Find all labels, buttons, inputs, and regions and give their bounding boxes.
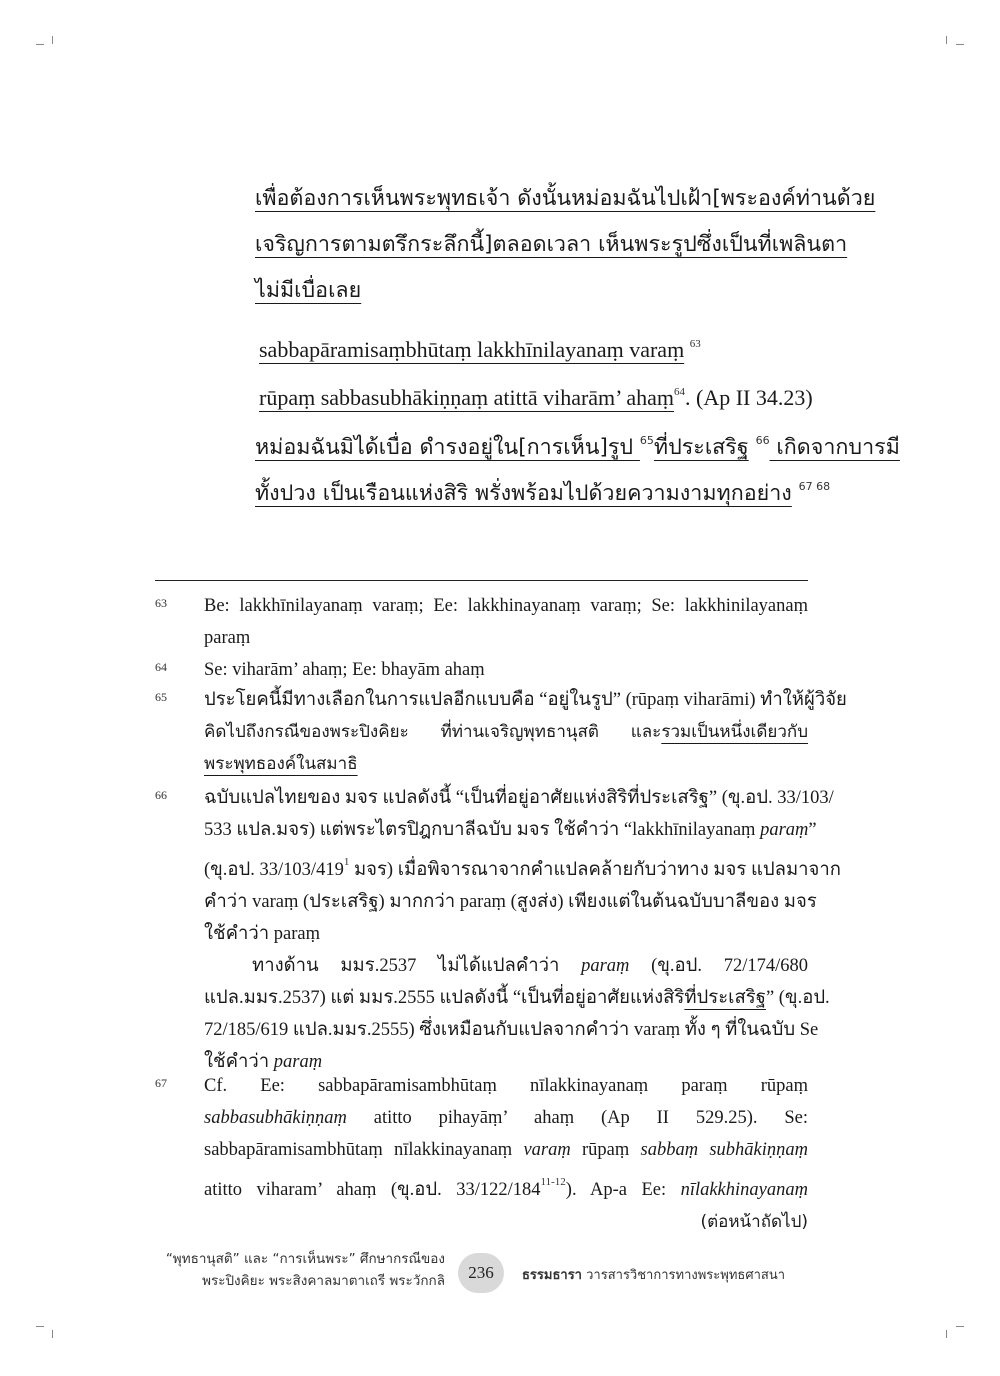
footnote-line: แปล.มมร.2537) แต่ มมร.2555 แปลดังนี้ “เป็นที่อยู่อาศัยแห่งสิริที่ประเสริฐ” (ขุ.อป. — [204, 988, 830, 1008]
crop-mark — [36, 44, 44, 45]
footnote-ref[interactable]: 64 — [674, 386, 686, 398]
footnote-line: (ขุ.อป. $33/103/419^1$ มจร) เมื่อพิจารณาจากคำแปลคล้ายกับว่าทาง มจร แปลมาจาก — [204, 856, 841, 880]
thai-line: เจริญการตามตรึกระลึกนี้]ตลอดเวลา เห็นพระรูปซึ่งเป็นที่เพลินตา — [255, 232, 848, 257]
pali-reference: . (Ap II 34.23) — [685, 385, 813, 410]
footnote-ref[interactable]: 63 — [689, 338, 701, 350]
pali-text: rūpaṃ sabbasubhākiṇṇaṃ atittā viharām’ ahaṃ — [259, 385, 675, 410]
footnote-line: 533 แปล.มจร) แต่พระไตรปิฎกบาลีฉบับ มจร ใช้คำว่า “lakkhīnilayanaṃ paraṃ” — [204, 820, 817, 840]
footnote-body — [204, 782, 841, 1078]
running-title — [155, 1248, 445, 1292]
running-title-line: “พุทธานุสติ” และ “การเห็นพระ” ศึกษากรณีของ — [165, 1251, 445, 1267]
footnote-line: sabbasubhākiṇṇaṃ atitto pihayāṃ’ ahaṃ (Ap II 529.25). Se: — [204, 1108, 808, 1128]
crop-mark — [946, 36, 947, 44]
journal-name: ธรรมธารา — [522, 1268, 582, 1283]
journal-title — [522, 1264, 785, 1285]
thai-verse-translation — [255, 418, 900, 510]
footnote-body — [204, 684, 847, 780]
footnote-ref[interactable]: 65 — [639, 434, 654, 447]
footnote-number: 67 — [155, 1076, 167, 1090]
page-number-badge: 236 — [458, 1253, 504, 1293]
thai-text: หม่อมฉันมิได้เบื่อ ดำรงอยู่ใน[การเห็น]รูป — [255, 435, 640, 460]
crop-mark — [946, 1330, 947, 1338]
footnote-number: 65 — [155, 690, 167, 704]
crop-mark — [956, 44, 964, 45]
continued-note: (ต่อหน้าถัดไป) — [700, 1212, 808, 1232]
thai-line: เพื่อต้องการเห็นพระพุทธเจ้า ดังนั้นหม่อมฉันไปเฝ้า[พระองค์ท่านด้วย — [255, 186, 876, 211]
pali-line — [255, 368, 815, 416]
footnote-number: 66 — [155, 788, 167, 802]
running-title-line: พระปิงคิยะ พระสิงคาลมาตาเถรี พระวักกลิ — [202, 1273, 445, 1289]
footnote-line: ประโยคนี้มีทางเลือกในการแปลอีกแบบคือ “อยู่ในรูป” (rūpaṃ viharāmi) ทำให้ผู้วิจัย — [204, 690, 847, 710]
footnote-line: Be: lakkhīnilayanaṃ varaṃ; Ee: lakkhinayanaṃ varaṃ; Se: lakkhinilayanaṃ — [204, 596, 808, 616]
footnote-line: Cf. Ee: sabbapāramisambhūtaṃ nīlakkinayanaṃ paraṃ rūpaṃ — [204, 1076, 808, 1096]
footnote-line: 72/185/619 แปล.มมร.2555) ซึ่งเหมือนกับแปลจากคำว่า varaṃ ทั้ง ๆ ที่ในฉบับ Se — [204, 1020, 819, 1040]
thai-text: ทั้งปวง เป็นเรือนแห่งสิริ พรั่งพร้อมไปด้วยความงามทุกอย่าง — [255, 481, 792, 506]
thai-line — [255, 464, 831, 510]
footnote-line: Se: viharām’ ahaṃ; Ee: bhayām ahaṃ — [204, 660, 485, 680]
pali-line — [255, 320, 815, 368]
footnote-ref[interactable]: 67 68 — [798, 480, 831, 493]
crop-mark — [52, 1330, 53, 1338]
footnote-line: ฉบับแปลไทยของ มจร แปลดังนี้ “เป็นที่อยู่อาศัยแห่งสิริที่ประเสริฐ” (ขุ.อป. 33/103/ — [204, 788, 834, 808]
thai-line: ไม่มีเบื่อเลย — [255, 278, 362, 303]
thai-text: เกิดจากบารมี — [769, 435, 900, 460]
footnote-line: paraṃ — [204, 628, 251, 648]
crop-mark — [52, 36, 53, 44]
thai-translation-block — [255, 176, 876, 314]
pali-verse-block — [255, 320, 815, 416]
footnote-line: คิดไปถึงกรณีของพระปิงคิยะ ที่ท่านเจริญพุทธานุสติ และรวมเป็นหนึ่งเดียวกับ — [204, 722, 808, 742]
footnote-body — [204, 654, 808, 686]
pali-text: sabbapāramisaṃbhūtaṃ lakkhīnilayanaṃ varaṃ — [259, 337, 685, 362]
footnote-line: sabbapāramisambhūtaṃ nīlakkinayanaṃ varaṃ rūpaṃ sabbaṃ subhākiṇṇaṃ — [204, 1140, 808, 1160]
footnote-number: 63 — [155, 596, 167, 610]
crop-mark — [36, 1326, 44, 1327]
thai-text: ที่ประเสริฐ — [653, 435, 749, 460]
footnote-line: ใช้คำว่า paraṃ — [204, 1052, 323, 1072]
footnote-divider — [155, 580, 808, 581]
footnote-ref[interactable]: 66 — [755, 434, 770, 447]
footnote-body — [204, 590, 808, 654]
footnote-line: ทางด้าน มมร.2537 ไม่ได้แปลคำว่า paraṃ (ขุ.อป. 72/174/680 — [252, 956, 808, 976]
thai-line — [255, 418, 900, 464]
footnote-line: ใช้คำว่า paraṃ — [204, 924, 320, 944]
crop-mark — [956, 1326, 964, 1327]
footnote-line: atitto viharam’ ahaṃ (ขุ.อป. 33/122/184$^{11-12}$). Ap-a Ee: nīlakkhinayanaṃ — [204, 1176, 808, 1200]
footnote-line: คำว่า varaṃ (ประเสริฐ) มากกว่า paraṃ (สูงส่ง) เพียงแต่ในต้นฉบับบาลีของ มจร — [204, 892, 817, 912]
footnote-line: พระพุทธองค์ในสมาธิ — [204, 754, 358, 774]
footnote-body — [204, 1070, 808, 1238]
journal-subtitle: วารสารวิชาการทางพระพุทธศาสนา — [582, 1268, 786, 1283]
footnote-number: 64 — [155, 660, 167, 674]
